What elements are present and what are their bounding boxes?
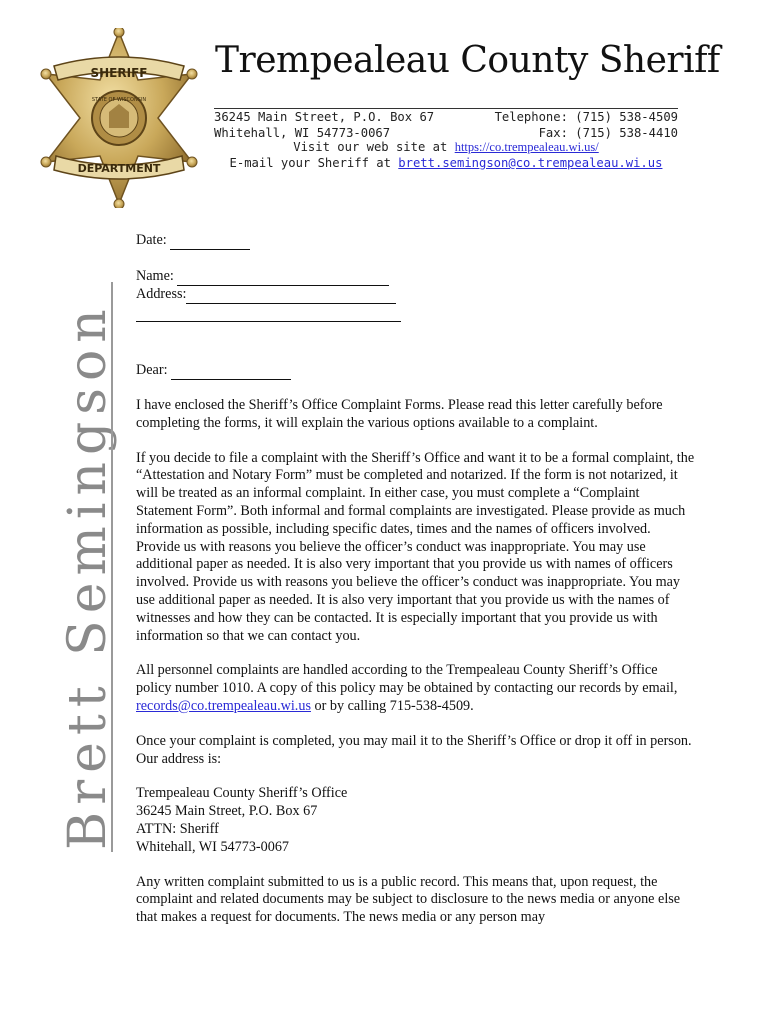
letter-body <box>136 232 696 927</box>
mailing-address-line: 36245 Main Street, P.O. Box 67 <box>136 803 318 820</box>
email-line: E-mail your Sheriff at brett.semingson@co.trempealeau.wi.us <box>229 156 663 170</box>
address-field-line-2 <box>136 304 696 322</box>
fax: Fax: (715) 538-4410 <box>538 126 678 140</box>
date-blank <box>170 236 250 250</box>
website-link[interactable]: https://co.trempealeau.wi.us/ <box>454 140 599 154</box>
website-line: Visit our web site at https://co.trempealeau.wi.us/ <box>293 140 599 154</box>
mailing-address-line: Trempealeau County Sheriff’s Office <box>136 785 348 802</box>
sheriff-name-vertical: Brett Semingson <box>58 302 118 850</box>
sheriff-email-link[interactable]: brett.semingson@co.trempealeau.wi.us <box>398 156 663 170</box>
records-email-link[interactable]: records@co.trempealeau.wi.us <box>136 697 311 714</box>
badge-top-text: SHERIFF <box>90 66 148 80</box>
mailing-address-line: Whitehall, WI 54773-0067 <box>136 838 290 855</box>
address-blank-2 <box>136 308 401 322</box>
name-blank <box>177 272 389 286</box>
telephone: Telephone: (715) 538-4509 <box>494 110 678 124</box>
letterhead-title: Trempealeau County Sheriff <box>215 40 720 81</box>
letterhead-divider <box>214 108 678 109</box>
dear-field: Dear: <box>136 362 696 380</box>
dear-blank <box>171 366 291 380</box>
address-line-1: 36245 Main Street, P.O. Box 67 <box>214 110 435 124</box>
address-blank <box>186 290 396 304</box>
paragraph-complaint-instructions: If you decide to file a complaint with the Sheriff’s Office and want it to be a formal complaint, the “Attestation and Notary Form” must be completed and notarized. If the form is not notarized, it will be treated as an informal complaint. In either case, you must complete a “Complaint Statement Form”. Both informal and formal complaints are investigated. Please provide as much information as possible, including specific dates, times and the names of officers involved. Provide us with reasons you believe the officer’s conduct was inappropriate. You may use additional paper as needed. It is also very important that you provide us with names of officers involved. Provide us with reasons you believe the officer’s conduct was inappropriate. You may use additional paper as needed. It is also very important that you provide us with the names of witnesses and how they can be contacted. It is especially important that you provide us with information so that we can contact you. <box>136 449 695 644</box>
name-field: Name: <box>136 268 696 286</box>
paragraph-public-record: Any written complaint submitted to us is a public record. This means that, upon request, the complaint and related documents may be subject to disclosure to the news media or anyone else that makes a request for documents. The news media or any person may <box>136 873 681 926</box>
mailing-address-block <box>136 785 696 856</box>
mailing-address-line: ATTN: Sheriff <box>136 820 219 837</box>
paragraph-policy: All personnel complaints are handled according to the Trempealeau County Sheriff’s Office policy number 1010. A copy of this policy may be obtained by contacting our records by email, records@co.trempealeau.wi.us or by calling 715-538-4509. <box>136 662 678 714</box>
badge-seal-text: STATE OF WISCONSIN <box>91 97 147 103</box>
sheriff-badge-logo <box>34 28 204 208</box>
address-field: Address: <box>136 286 696 304</box>
paragraph-intro: I have enclosed the Sheriff’s Office Complaint Forms. Please read this letter carefully before completing the forms, it will explain the various options available to a complaint. <box>136 397 663 431</box>
sidebar-rule <box>111 282 113 852</box>
badge-bottom-text: DEPARTMENT <box>77 162 161 175</box>
paragraph-mailing: Once your complaint is completed, you may mail it to the Sheriff’s Office or drop it off in person. Our address is: <box>136 732 692 767</box>
address-line-2: Whitehall, WI 54773-0067 <box>214 126 391 140</box>
date-field: Date: <box>136 232 696 250</box>
